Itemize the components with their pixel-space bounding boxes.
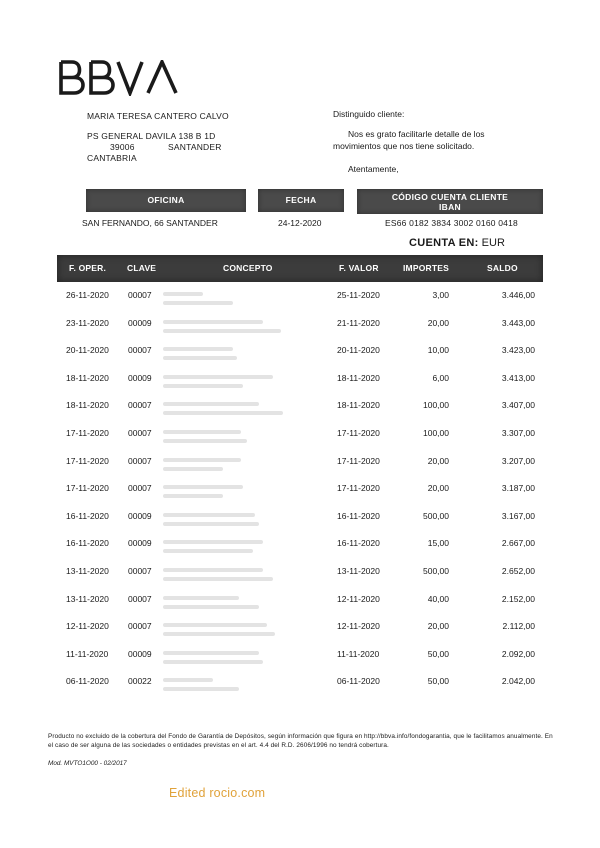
- clave-cell: 00009: [128, 648, 152, 659]
- concepto-redacted: [163, 320, 263, 324]
- f-oper-cell: 11-11-2020: [66, 648, 109, 659]
- table-row: [0, 621, 600, 649]
- col-importes: IMPORTES: [403, 263, 449, 273]
- f-oper-cell: 20-11-2020: [66, 345, 109, 356]
- concepto-redacted: [163, 411, 283, 415]
- f-oper-cell: 16-11-2020: [66, 510, 109, 521]
- clave-cell: 00009: [128, 538, 152, 549]
- concepto-redacted: [163, 632, 275, 636]
- saldo-cell: 2.112,00: [502, 621, 535, 632]
- oficina-value: SAN FERNANDO, 66 SANTANDER: [82, 218, 218, 228]
- saldo-cell: 3.443,00: [501, 317, 535, 328]
- f-oper-cell: 17-11-2020: [66, 483, 109, 494]
- table-row: [0, 649, 600, 677]
- f-valor-cell: 17-11-2020: [337, 455, 380, 466]
- table-row: [0, 400, 600, 428]
- importe-cell: 15,00: [427, 538, 449, 549]
- table-row: [0, 456, 600, 484]
- model-code: Mod. MVTO1O00 - 02/2017: [48, 760, 127, 767]
- saldo-cell: 2.667,00: [501, 538, 535, 549]
- importe-cell: 20,00: [427, 317, 449, 328]
- f-oper-cell: 17-11-2020: [66, 428, 109, 438]
- clave-cell: 00009: [128, 510, 152, 521]
- f-valor-cell: 20-11-2020: [337, 345, 380, 356]
- f-valor-cell: 25-11-2020: [337, 290, 380, 300]
- concepto-redacted: [163, 596, 239, 600]
- concepto-redacted: [163, 513, 255, 517]
- concepto-redacted: [163, 651, 259, 655]
- f-valor-cell: 11-11-2020: [337, 648, 380, 659]
- concepto-redacted: [163, 660, 263, 664]
- customer-street: PS GENERAL DAVILA 138 B 1D: [87, 131, 216, 141]
- customer-zip: 39006: [110, 142, 135, 152]
- f-valor-cell: 17-11-2020: [337, 428, 380, 438]
- f-valor-cell: 16-11-2020: [337, 510, 380, 521]
- oficina-header: OFICINA: [86, 189, 246, 212]
- deposit-guarantee-disclaimer: Producto no excluido de la cobertura del Fondo de Garantía de Depósitos, según información que figura en http://bbva.info/fondogarantia, que le facilitamos anualmente. En el caso de ser alguna de las sociedades o entidades previstas en el art. 4.4 del R.D. 2606/1996 no tendrá cobertura.: [48, 733, 553, 749]
- concepto-redacted: [163, 402, 259, 406]
- fecha-header: FECHA: [258, 189, 344, 212]
- concepto-redacted: [163, 347, 233, 351]
- letter-closing: Atentamente,: [348, 164, 399, 174]
- table-row: [0, 538, 600, 566]
- concepto-redacted: [163, 623, 267, 627]
- importe-cell: 6,00: [432, 372, 449, 383]
- f-oper-cell: 13-11-2020: [66, 566, 109, 576]
- movements-table-header: [57, 255, 543, 282]
- table-row: [0, 511, 600, 539]
- clave-cell: 00007: [128, 621, 152, 632]
- concepto-redacted: [163, 467, 223, 471]
- saldo-cell: 3.413,00: [501, 372, 535, 383]
- clave-cell: 00009: [128, 372, 152, 383]
- f-valor-cell: 16-11-2020: [337, 538, 380, 549]
- f-valor-cell: 13-11-2020: [337, 566, 380, 576]
- f-oper-cell: 18-11-2020: [66, 372, 109, 383]
- concepto-redacted: [163, 605, 259, 609]
- clave-cell: 00007: [128, 455, 152, 466]
- f-valor-cell: 18-11-2020: [337, 400, 380, 411]
- customer-province: CANTABRIA: [87, 153, 137, 163]
- concepto-redacted: [163, 292, 203, 296]
- concepto-redacted: [163, 549, 253, 553]
- table-row: [0, 428, 600, 456]
- f-oper-cell: 12-11-2020: [66, 621, 109, 632]
- concepto-redacted: [163, 430, 241, 434]
- iban-value: ES66 0182 3834 3002 0160 0418: [385, 218, 518, 228]
- table-row: [0, 373, 600, 401]
- f-oper-cell: 18-11-2020: [66, 400, 109, 411]
- saldo-cell: 3.207,00: [501, 455, 535, 466]
- importe-cell: 20,00: [427, 455, 449, 466]
- col-f-valor: F. VALOR: [339, 263, 379, 273]
- concepto-redacted: [163, 540, 263, 544]
- table-row: [0, 483, 600, 511]
- saldo-cell: 2.652,00: [501, 566, 535, 576]
- col-clave: CLAVE: [127, 263, 157, 273]
- customer-name: MARIA TERESA CANTERO CALVO: [87, 111, 229, 121]
- f-valor-cell: 12-11-2020: [337, 593, 380, 604]
- col-concepto: CONCEPTO: [223, 263, 273, 273]
- concepto-redacted: [163, 577, 273, 581]
- concepto-redacted: [163, 485, 243, 489]
- clave-cell: 00007: [128, 400, 152, 411]
- f-oper-cell: 17-11-2020: [66, 455, 109, 466]
- f-valor-cell: 17-11-2020: [337, 483, 380, 494]
- saldo-cell: 3.423,00: [501, 345, 535, 356]
- col-f-oper: F. OPER.: [69, 263, 107, 273]
- currency-value: EUR: [481, 237, 505, 249]
- f-oper-cell: 26-11-2020: [66, 290, 109, 300]
- bbva-logo: [58, 60, 180, 96]
- concepto-redacted: [163, 568, 263, 572]
- importe-cell: 3,00: [432, 290, 449, 300]
- table-row: [0, 594, 600, 622]
- concepto-redacted: [163, 356, 237, 360]
- saldo-cell: 3.446,00: [501, 290, 535, 300]
- f-valor-cell: 18-11-2020: [337, 372, 380, 383]
- saldo-cell: 3.407,00: [501, 400, 535, 411]
- importe-cell: 10,00: [427, 345, 449, 356]
- f-oper-cell: 23-11-2020: [66, 317, 109, 328]
- f-oper-cell: 13-11-2020: [66, 593, 109, 604]
- clave-cell: 00007: [128, 428, 152, 438]
- importe-cell: 20,00: [427, 621, 449, 632]
- saldo-cell: 2.042,00: [501, 676, 535, 687]
- importe-cell: 100,00: [423, 428, 449, 438]
- saldo-cell: 3.167,00: [501, 510, 535, 521]
- fecha-value: 24-12-2020: [278, 218, 322, 228]
- importe-cell: 50,00: [427, 676, 449, 687]
- importe-cell: 20,00: [427, 483, 449, 494]
- clave-cell: 00007: [128, 566, 152, 576]
- table-row: [0, 345, 600, 373]
- codigo-cuenta-header: [357, 189, 543, 214]
- concepto-redacted: [163, 384, 243, 388]
- customer-city: SANTANDER: [168, 142, 222, 152]
- edited-watermark: Edited rocio.com: [169, 786, 266, 800]
- currency-line: [409, 237, 505, 249]
- table-row: [0, 676, 600, 704]
- f-oper-cell: 16-11-2020: [66, 538, 109, 549]
- concepto-redacted: [163, 522, 259, 526]
- clave-cell: 00007: [128, 593, 152, 604]
- concepto-redacted: [163, 301, 233, 305]
- importe-cell: 100,00: [423, 400, 449, 411]
- iban-label: IBAN: [439, 202, 461, 212]
- table-row: [0, 290, 600, 318]
- concepto-redacted: [163, 678, 213, 682]
- clave-cell: 00022: [128, 676, 152, 687]
- col-saldo: SALDO: [487, 263, 518, 273]
- clave-cell: 00007: [128, 290, 152, 300]
- concepto-redacted: [163, 494, 223, 498]
- concepto-redacted: [163, 439, 247, 443]
- letter-greeting: Distinguido cliente:: [333, 109, 405, 119]
- currency-label: CUENTA EN:: [409, 237, 479, 249]
- importe-cell: 500,00: [423, 566, 449, 576]
- concepto-redacted: [163, 687, 239, 691]
- importe-cell: 50,00: [427, 648, 449, 659]
- saldo-cell: 2.092,00: [501, 648, 535, 659]
- clave-cell: 00007: [128, 483, 152, 494]
- saldo-cell: 2.152,00: [501, 593, 535, 604]
- importe-cell: 500,00: [423, 510, 449, 521]
- letter-body-line1: Nos es grato facilitarle detalle de los: [348, 129, 485, 139]
- saldo-cell: 3.307,00: [501, 428, 535, 438]
- importe-cell: 40,00: [427, 593, 449, 604]
- clave-cell: 00009: [128, 317, 152, 328]
- table-row: [0, 566, 600, 594]
- f-valor-cell: 12-11-2020: [337, 621, 380, 632]
- concepto-redacted: [163, 458, 241, 462]
- f-oper-cell: 06-11-2020: [66, 676, 109, 687]
- codigo-cuenta-label: CÓDIGO CUENTA CLIENTE: [391, 192, 509, 202]
- letter-body-line2: movimientos que nos tiene solicitado.: [333, 141, 475, 151]
- table-row: [0, 318, 600, 346]
- clave-cell: 00007: [128, 345, 152, 356]
- concepto-redacted: [163, 375, 273, 379]
- concepto-redacted: [163, 329, 281, 333]
- f-valor-cell: 21-11-2020: [337, 317, 380, 328]
- f-valor-cell: 06-11-2020: [337, 676, 380, 687]
- saldo-cell: 3.187,00: [501, 483, 535, 494]
